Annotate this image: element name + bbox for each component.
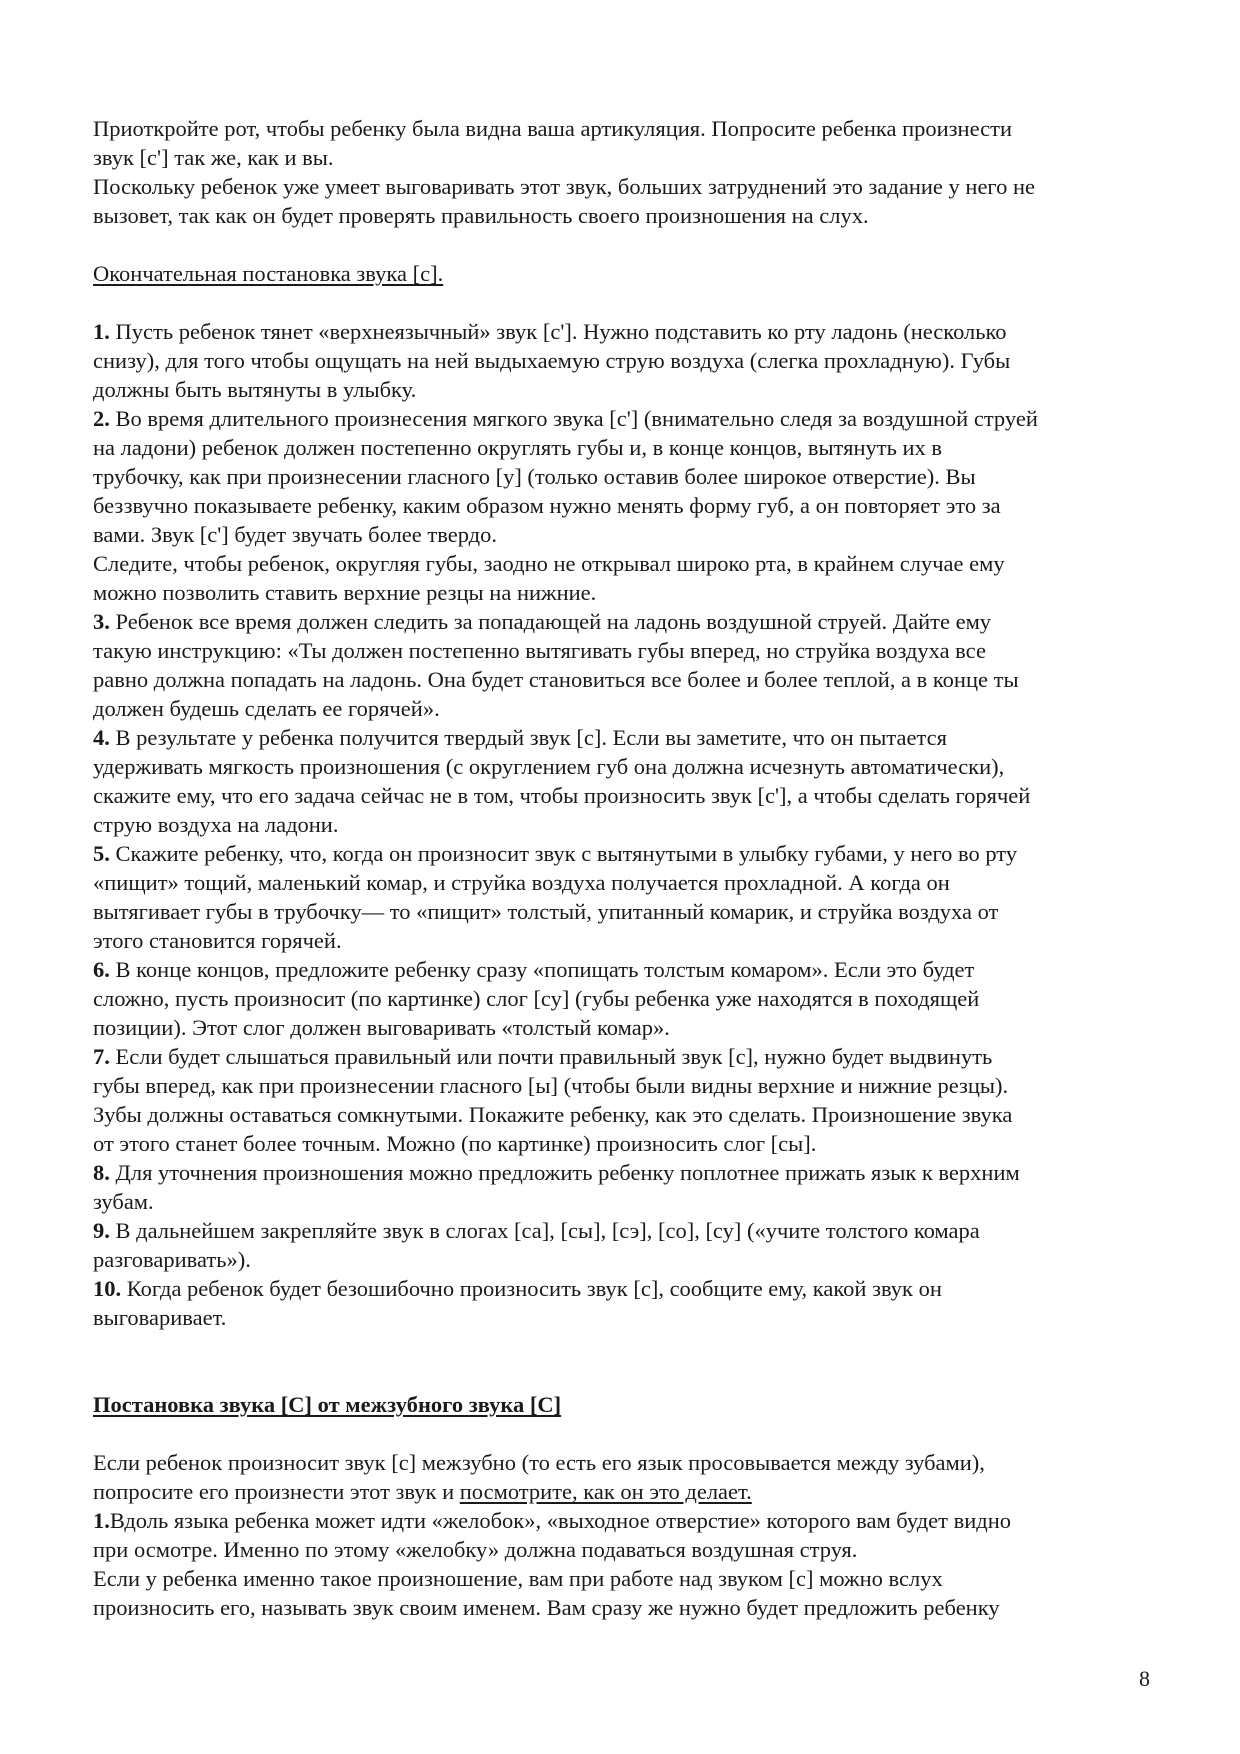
- step-item: [93, 317, 1173, 404]
- text-line: Зубы должны оставаться сомкнутыми. Покажите ребенку, как это сделать. Произношение звука: [93, 1102, 1013, 1127]
- step-item: [93, 723, 1173, 839]
- text-line: Следите, чтобы ребенок, округляя губы, заодно не открывал широко рта, в крайнем случае ему: [93, 551, 1005, 576]
- text-line: скажите ему, что его задача сейчас не в том, чтобы произносить звук [с'], а чтобы сделать горячей: [93, 783, 1031, 808]
- text-line: «пищит» тощий, маленький комар, и струйка воздуха получается прохладной. А когда он: [93, 870, 950, 895]
- intro-paragraph: [93, 114, 1173, 230]
- step-number: 4.: [93, 725, 110, 750]
- text-line: этого становится горячей.: [93, 928, 342, 953]
- step-number: 10.: [93, 1276, 122, 1301]
- step-number: 6.: [93, 957, 110, 982]
- step-number: 9.: [93, 1218, 110, 1243]
- text-line: вызовет, так как он будет проверять правильность своего произношения на слух.: [93, 203, 869, 228]
- step-item: [93, 1042, 1173, 1158]
- text-line: губы вперед, как при произнесении гласного [ы] (чтобы были видны верхние и нижние резцы).: [93, 1073, 1009, 1098]
- text-line: должен будешь сделать ее горячей».: [93, 696, 440, 721]
- text-line: на ладони) ребенок должен постепенно округлять губы и, в конце концов, вытянуть их в: [93, 435, 942, 460]
- text-line: Если у ребенка именно такое произношение, вам при работе над звуком [с] можно вслух: [93, 1566, 943, 1591]
- text-line: 1.Вдоль языка ребенка может идти «желобок», «выходное отверстие» которого вам будет видно: [93, 1508, 1012, 1533]
- step-number: 1.: [93, 319, 110, 344]
- step-number: 5.: [93, 841, 110, 866]
- text-line: трубочку, как при произнесении гласного [у] (только оставив более широкое отверстие). Вы: [93, 464, 976, 489]
- text-line: Если ребенок произносит звук [с] межзубно (то есть его язык просовывается между зубами),: [93, 1450, 985, 1475]
- text-line: от этого станет более точным. Можно (по картинке) произносить слог [сы].: [93, 1131, 817, 1156]
- text-line: 1. Пусть ребенок тянет «верхнеязычный» звук [с']. Нужно подставить ко рту ладонь (несколько: [93, 319, 1007, 344]
- section-heading-text: Окончательная постановка звука [с].: [93, 261, 444, 286]
- section-heading-final-setting: [93, 259, 1173, 288]
- underlined-phrase: посмотрите, как он это делает.: [459, 1479, 752, 1504]
- section-heading-text: Постановка звука [С] от межзубного звука [С]: [93, 1392, 562, 1417]
- text-line: 3. Ребенок все время должен следить за попадающей на ладонь воздушной струей. Дайте ему: [93, 609, 992, 634]
- step-item: [93, 1158, 1173, 1216]
- text-line: 5. Скажите ребенку, что, когда он произносит звук с вытянутыми в улыбку губами, у него во рту: [93, 841, 1018, 866]
- text-line: 8. Для уточнения произношения можно предложить ребенку поплотнее прижать язык к верхним: [93, 1160, 1020, 1185]
- text-line: выговаривает.: [93, 1305, 227, 1330]
- step-number: 3.: [93, 609, 110, 634]
- step-item: [93, 607, 1173, 723]
- text-line: 4. В результате у ребенка получится твердый звук [с]. Если вы заметите, что он пытается: [93, 725, 947, 750]
- text-line: можно позволить ставить верхние резцы на нижние.: [93, 580, 597, 605]
- text-line: Приоткройте рот, чтобы ребенку была видна ваша артикуляция. Попросите ребенка произнести: [93, 116, 1013, 141]
- text-line: 2. Во время длительного произнесения мягкого звука [с'] (внимательно следя за воздушной струей: [93, 406, 1038, 431]
- text-line: 10. Когда ребенок будет безошибочно произносить звук [с], сообщите ему, какой звук он: [93, 1276, 942, 1301]
- text-line: при осмотре. Именно по этому «желобку» должна подаваться воздушная струя.: [93, 1537, 858, 1562]
- step-item: [93, 955, 1173, 1042]
- text-line: 7. Если будет слышаться правильный или почти правильный звук [с], нужно будет выдвинуть: [93, 1044, 993, 1069]
- step-number: 7.: [93, 1044, 110, 1069]
- section-heading-interdental: [93, 1390, 1173, 1419]
- text-line: снизу), для того чтобы ощущать на ней выдыхаемую струю воздуха (слегка прохладную). Губы: [93, 348, 1011, 373]
- text-line: зубам.: [93, 1189, 154, 1214]
- text-line: равно должна попадать на ладонь. Она будет становиться все более и более теплой, а в конце ты: [93, 667, 1019, 692]
- document-page: [93, 114, 1173, 1622]
- step-item: [93, 839, 1173, 955]
- text-line: такую инструкцию: «Ты должен постепенно вытягивать губы вперед, но струйка воздуха все: [93, 638, 986, 663]
- text-line: звук [с'] так же, как и вы.: [93, 145, 334, 170]
- step-item: [93, 1274, 1173, 1332]
- text-line: удерживать мягкость произношения (с округлением губ она должна исчезнуть автоматически),: [93, 754, 1005, 779]
- text-line: 9. В дальнейшем закрепляйте звук в слогах [са], [сы], [сэ], [со], [су] («учите толстого комара: [93, 1218, 980, 1243]
- text-line: разговаривать»).: [93, 1247, 251, 1272]
- step-number: 8.: [93, 1160, 110, 1185]
- steps-list: [93, 317, 1173, 1332]
- step-number: 2.: [93, 406, 110, 431]
- step-item: [93, 404, 1173, 607]
- text-line: должны быть вытянуты в улыбку.: [93, 377, 417, 402]
- interdental-paragraph: [93, 1448, 1173, 1622]
- page-number: 8: [1139, 1666, 1150, 1691]
- step-number: 1.: [93, 1508, 110, 1533]
- text-line: позиции). Этот слог должен выговаривать «толстый комар».: [93, 1015, 670, 1040]
- text-line: вами. Звук [с'] будет звучать более твердо.: [93, 522, 497, 547]
- text-line: сложно, пусть произносит (по картинке) слог [су] (губы ребенка уже находятся в походящей: [93, 986, 980, 1011]
- text-line: вытягивает губы в трубочку— то «пищит» толстый, упитанный комарик, и струйка воздуха от: [93, 899, 999, 924]
- step-item: [93, 1216, 1173, 1274]
- text-line: беззвучно показываете ребенку, каким образом нужно менять форму губ, а он повторяет это за: [93, 493, 1001, 518]
- text-line: струю воздуха на ладони.: [93, 812, 339, 837]
- text-line: 6. В конце концов, предложите ребенку сразу «попищать толстым комаром». Если это будет: [93, 957, 975, 982]
- text-line: произносить его, называть звук своим именем. Вам сразу же нужно будет предложить ребенку: [93, 1595, 1000, 1620]
- text-line: Поскольку ребенок уже умеет выговаривать этот звук, больших затруднений это задание у него не: [93, 174, 1036, 199]
- text-line: попросите его произнести этот звук и посмотрите, как он это делает.: [93, 1479, 752, 1504]
